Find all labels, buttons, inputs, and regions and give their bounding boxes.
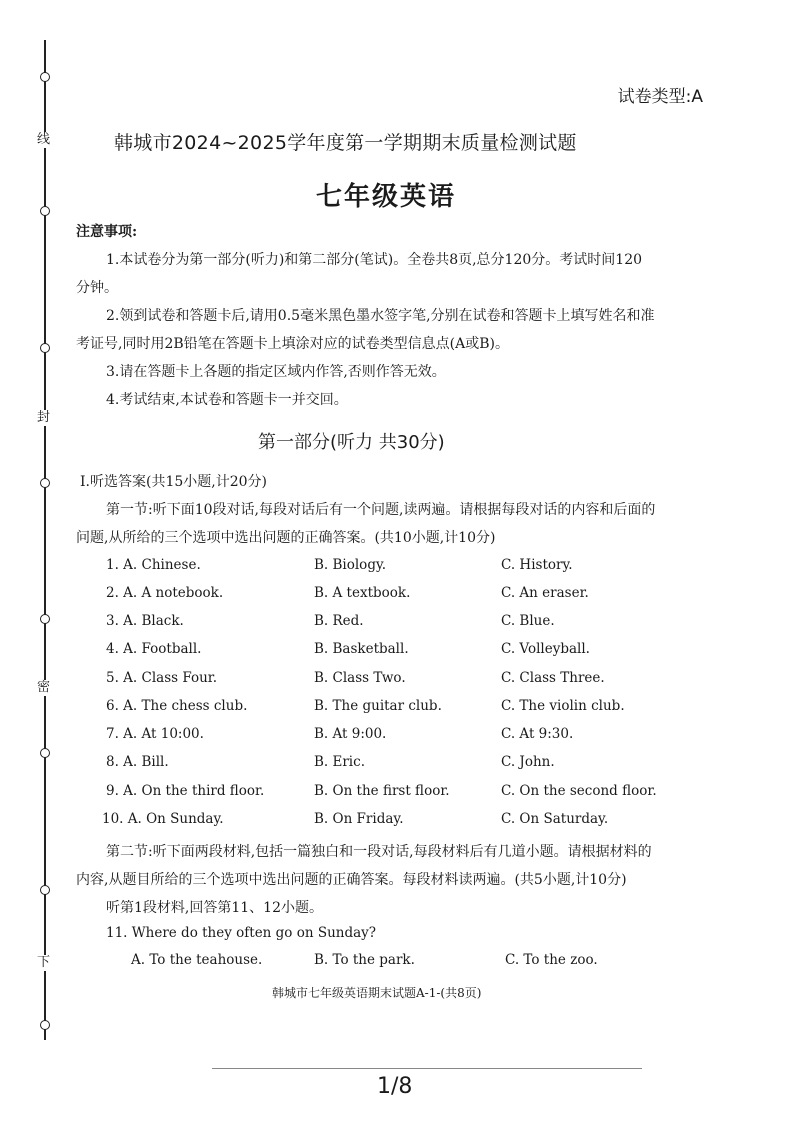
exam-subject: 七年级英语 xyxy=(316,182,457,212)
question-5-option-c: C. Class Three. xyxy=(501,670,605,686)
question-1-option-c: C. History. xyxy=(501,557,573,573)
question-3-option-b: B. Red. xyxy=(314,613,364,629)
question-11-option-a: A. To the teahouse. xyxy=(131,952,263,968)
notice-item-3: 3.请在答题卡上各题的指定区域内作答,否则作答无效。 xyxy=(106,364,446,380)
question-11-option-c: C. To the zoo. xyxy=(505,952,598,968)
binding-circle xyxy=(40,72,50,82)
question-2-option-a: 2. A. A notebook. xyxy=(106,585,224,601)
question-10-option-b: B. On Friday. xyxy=(314,811,404,827)
binding-circle xyxy=(40,614,50,624)
exam-title: 韩城市2024~2025学年度第一学期期末质量检测试题 xyxy=(114,132,577,154)
binding-char-feng: 封 xyxy=(37,410,51,425)
binding-char-xia: 下 xyxy=(37,955,51,970)
question-8-option-a: 8. A. Bill. xyxy=(106,754,169,770)
question-3-option-c: C. Blue. xyxy=(501,613,555,629)
question-9-option-c: C. On the second floor. xyxy=(501,783,657,799)
question-7-option-a: 7. A. At 10:00. xyxy=(106,726,204,742)
binding-circle xyxy=(40,748,50,758)
part-1-title: 第一部分(听力 共30分) xyxy=(258,432,445,453)
question-5-option-a: 5. A. Class Four. xyxy=(106,670,218,686)
question-11-stem: 11. Where do they often go on Sunday? xyxy=(106,925,377,941)
notice-item-1: 1.本试卷分为第一部分(听力)和第二部分(笔试)。全卷共8页,总分120分。考试时间120 xyxy=(106,252,643,268)
notice-item-1-cont: 分钟。 xyxy=(76,280,118,296)
section-1-heading: Ⅰ.听选答案(共15小题,计20分) xyxy=(80,474,267,490)
question-11-option-b: B. To the park. xyxy=(314,952,415,968)
binding-circle xyxy=(40,885,50,895)
question-6-option-a: 6. A. The chess club. xyxy=(106,698,248,714)
page-footer: 韩城市七年级英语期末试题A-1-(共8页) xyxy=(272,986,482,1000)
binding-circle xyxy=(40,478,50,488)
section-1-instructions-cont: 问题,从所给的三个选项中选出问题的正确答案。(共10小题,计10分) xyxy=(76,530,496,546)
section-2-instructions-cont: 内容,从题目所给的三个选项中选出问题的正确答案。每段材料读两遍。(共5小题,计10分) xyxy=(76,872,627,888)
notice-heading: 注意事项: xyxy=(76,224,138,240)
question-1-option-a: 1. A. Chinese. xyxy=(106,557,201,573)
paper-type: 试卷类型:A xyxy=(617,87,703,107)
question-1-option-b: B. Biology. xyxy=(314,557,387,573)
material-1-heading: 听第1段材料,回答第11、12小题。 xyxy=(106,900,323,916)
section-1-instructions: 第一节:听下面10段对话,每段对话后有一个问题,读两遍。请根据每段对话的内容和后面的 xyxy=(106,502,656,518)
question-2-option-c: C. An eraser. xyxy=(501,585,589,601)
section-2-instructions: 第二节:听下面两段材料,包括一篇独白和一段对话,每段材料后有几道小题。请根据材料的 xyxy=(106,844,652,860)
question-7-option-b: B. At 9:00. xyxy=(314,726,387,742)
question-3-option-a: 3. A. Black. xyxy=(106,613,184,629)
question-5-option-b: B. Class Two. xyxy=(314,670,406,686)
question-2-option-b: B. A textbook. xyxy=(314,585,411,601)
binding-margin xyxy=(30,40,60,1040)
question-8-option-b: B. Eric. xyxy=(314,754,365,770)
question-10-option-a: 10. A. On Sunday. xyxy=(102,811,224,827)
question-9-option-a: 9. A. On the third floor. xyxy=(106,783,265,799)
question-4-option-c: C. Volleyball. xyxy=(501,641,590,657)
question-6-option-c: C. The violin club. xyxy=(501,698,625,714)
question-8-option-c: C. John. xyxy=(501,754,555,770)
question-7-option-c: C. At 9:30. xyxy=(501,726,574,742)
question-6-option-b: B. The guitar club. xyxy=(314,698,442,714)
binding-char-mi: 密 xyxy=(37,680,51,695)
notice-item-4: 4.考试结束,本试卷和答题卡一并交回。 xyxy=(106,392,348,408)
binding-char-xian: 线 xyxy=(37,132,51,147)
scan-divider xyxy=(212,1068,642,1069)
question-9-option-b: B. On the first floor. xyxy=(314,783,450,799)
question-4-option-a: 4. A. Football. xyxy=(106,641,202,657)
binding-circle xyxy=(40,1020,50,1030)
page-number: 1/8 xyxy=(377,1074,413,1099)
notice-item-2: 2.领到试卷和答题卡后,请用0.5毫米黑色墨水签字笔,分别在试卷和答题卡上填写姓名和准 xyxy=(106,308,655,324)
binding-circle xyxy=(40,343,50,353)
question-10-option-c: C. On Saturday. xyxy=(501,811,609,827)
notice-item-2-cont: 考证号,同时用2B铅笔在答题卡上填涂对应的试卷类型信息点(A或B)。 xyxy=(76,336,509,352)
question-4-option-b: B. Basketball. xyxy=(314,641,409,657)
binding-circle xyxy=(40,206,50,216)
